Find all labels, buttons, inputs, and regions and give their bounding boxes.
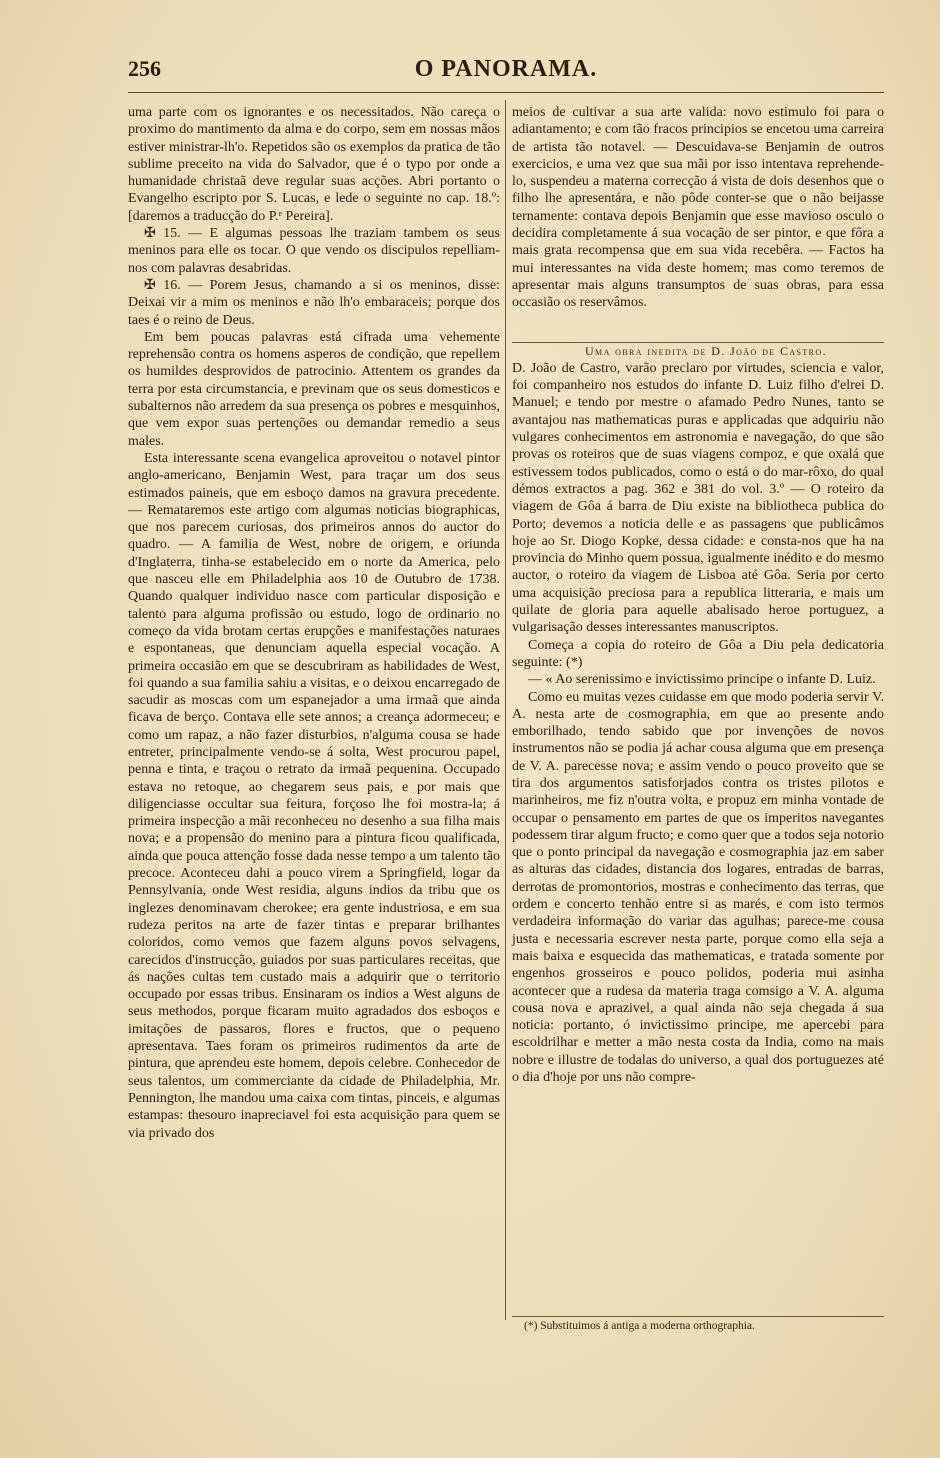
- page-header: [128, 56, 884, 84]
- column-divider: [505, 100, 506, 1320]
- footnote: (*) Substituimos á antiga a moderna orthographia.: [524, 1320, 755, 1332]
- verse-15: ✠ 15. — E algumas pessoas lhe traziam tambem os seus meninos para elle os tocar. O que vendo os discipulos repelliam-nos com palavras desabridas.: [128, 226, 500, 276]
- paragraph: D. João de Castro, varão preclaro por virtudes, sciencia e valor, foi companheiro nos estudos do infante D. Luiz filho d'elrei D. Manuel; e tendo por mestre o afamado Pedro Nunes, tanto se avantajou nas mathematicas puras e applicadas que adquiriu não vulgares conhecimentos em astronomia e navegação, do que são provas os roteiros que de suas viagens compoz, e que oxalá que estivessem todos publicados, como o está o do mar-rôxo, do qual démos extractos a pag. 362 e 381 do vol. 3.º — O roteiro da viagem de Gôa á barra de Diu existe na bibliotheca publica do Porto; devemos a noticia delle e as passagens que publicâmos hoje ao Sr. Diogo Kopke, dessa cidade: e consta-nos que ha na provincia do Minho quem possua, igualmente inédito e do mesmo auctor, o roteiro da viagem de Lisboa até Gôa. Seria por certo uma acquisição preciosa para a republica litteraria, e mais um quilate de gloria para aquelle abalisado heroe portuguez, a vulgarisação desses interessantes manuscriptos.: [512, 360, 884, 636]
- paragraph: uma parte com os ignorantes e os necessitados. Não careça o proximo do mantimento da alma e do corpo, sem em nossas mãos estiver ministrar-lh'o. Repetidos são os exemplos da pratica de tão sublime preceito na vida do Salvador, que é o typo por onde a humanidade christaã deve regular suas acções. Abri portanto o Evangelho escripto por S. Lucas, e lede o seguinte no cap. 18.º: [daremos a traducção do P.ᵉ Pereira].: [128, 105, 500, 224]
- footnote-rule: [512, 1316, 884, 1317]
- left-column: [128, 104, 500, 1334]
- dedication-heading: — « Ao serenissimo e invictissimo principe o infante D. Luiz.: [528, 672, 876, 688]
- page-number: 256: [128, 56, 161, 81]
- section-title: Uma obra inedita de D. João de Castro.: [584, 343, 827, 358]
- right-column: [512, 104, 884, 1320]
- paragraph: meios de cultivar a sua arte valida: novo estimulo foi para o adiantamento; e com tão fracos principios se encetou uma carreira de artista tão notavel. — Descuidava-se Benjamin de outros exercicios, e uma vez que sua mãi por isso intentava reprehende-lo, suspendeu a materna correcção á vista de dois desenhos que o filho lhe apresentára, e não pôde conter-se que o não beijasse ternamente: contava depois Benjamin que esse mavioso osculo o decidira completamente á sua vocação de ser pintor, e que fôra a mais grata recompensa que em sua vida recebêra. — Factos ha mui interessantes na vida deste homem; mas como teremos de apresentar mais alguns transumptos de suas obras, para essa occasião os reservâmos.: [512, 105, 884, 311]
- paragraph: Em bem poucas palavras está cifrada uma vehemente reprehensão contra os homens asperos de condição, que repellem os humildes desprovidos de patrocinio. Attentem os grandes da terra por esta circumstancia, e previnam que os seus domesticos e subalternos não arredem da sua presença os pobres e mesquinhos, que vem expor suas pertenções ou demandar remedio a seus males.: [128, 329, 500, 449]
- journal-title: O PANORAMA.: [414, 56, 598, 82]
- verse-16: ✠ 16. — Porem Jesus, chamando a si os meninos, disse: Deixai vir a mim os meninos e não lh'o embaraceis; porque dos taes é o reino de Deus.: [128, 277, 500, 328]
- paragraph: Como eu muitas vezes cuidasse em que modo poderia servir V. A. nesta arte de cosmographia, em que ao presente ando emborilhado, tendo sabido que por invenções de novos instrumentos não se podia já achar cousa alguma que em presença de V. A. parecesse nova; e assim vendo o pouco proveito que se tira dos argumentos satisforjados contra os tristes pilotos e marinheiros, me fiz n'outra volta, e propuz em minha vontade de occupar o pensamento em partes de que os imperitos navegantes podessem tirar algum fructo; e como quer que a todos seja notorio que o ponto principal da navegação e cosmographia jaz em saber as alturas das cidades, distancia dos logares, entradas de barras, derrotas de promontorios, mostras e conhecimento das terras, que ordem e concerto tenhão entre si as marés, e com isto termos verdadeira informação do variar das agulhas; parece-me cousa justa e necessaria escrever nesta parte, porque como ella seja a mais baixa e esquecida das mathematicas, e tratada somente por engenhos grosseiros e pouco polidos, poderia mui asinha acontecer que a rudesa da materia traga comsigo a V. A. alguma cousa nova e aprazivel, a qual ainda não seja chegada á sua noticia: portanto, ó invictissimo principe, me apercebi para escoldrilhar e metter a mão nesta costa da India, como na mais nobre e illustre de todalas do universo, a qual dos portuguezes até o dia d'hoje por uns não compre-: [512, 689, 884, 1086]
- header-rule: [128, 92, 884, 93]
- paragraph: Esta interessante scena evangelica aproveitou o notavel pintor anglo-americano, Benjamin West, para traçar um dos seus estimados paineis, que em esboço damos na gravura precedente. — Remataremos este artigo com algumas noticias biographicas, que nos parecem curiosas, dos primeiros annos do auctor do quadro. — A familia de West, nobre de origem, e oriunda d'Inglaterra, tinha-se estabelecido em o norte da America, pelo que nasceu elle em Philadelphia aos 10 de Outubro de 1738. Quando qualquer individuo nasce com particular disposição e talento para alguma profissão ou estudo, logo de ordinario no começo da vida brotam certas erupções e manifestações naturaes e espontaneas, que denunciam aquella especial vocação. A primeira occasião em que se descubriram as habilidades de West, foi quando a sua familia sahiu a visitas, e o deixou encarregado de sacudir as moscas com um espanejador a uma irmaã que ainda ficava de berço. Contava elle sete annos; a creança adormeceu; e como um rapaz, a não fazer disturbios, n'alguma cousa se hade entreter, principalmente vendo-se á solta, West procurou papel, penna e tinta, e traçou o retrato da irmaã pequenina. Occupado estava no retoque, ao chegarem seus pais, e por mais que diligenciasse occultar sua feitura, forçoso lhe foi mostra-la; á primeira inspecção a mãi reconheceu no desenho a sua filha mais nova; e a propensão do menino para a pintura ficou qualificada, ainda que pouca attenção fosse dada nesse tempo a um talento tão precoce. Aconteceu dahi a pouco virem a Springfield, logar da Pennsylvania, onde West residia, alguns indios da tribu que os inglezes denominavam cherokee; era gente industriosa, e em sua rudeza peritos na arte de fazer tintas e preparar brilhantes coloridos, como vemos que fazem alguns povos selvagens, carecidos d'instrucção, guiados por suas particulares receitas, que ás nações cultas tem custado mais a adquirir que o territorio occupado por essas tribus. Ensinaram os indios a West alguns de seus methodos, porque ficaram muito agradados dos esboços e imitações de passaros, flores e fructos, que o pequeno apresentava. Taes foram os primeiros rudimentos da arte de pintura, que aprendeu este homem, depois celebre. Conhecedor de seus talentos, um commerciante da cidade de Philadelphia, Mr. Pennington, lhe mandou uma caixa com tintas, pinceis, e algumas estampas: thesouro inapreciavel foi esta acquisição para quem se via privado dos: [128, 450, 500, 1141]
- paragraph: Começa a copia do roteiro de Gôa a Diu pela dedicatoria seguinte: (*): [512, 637, 884, 670]
